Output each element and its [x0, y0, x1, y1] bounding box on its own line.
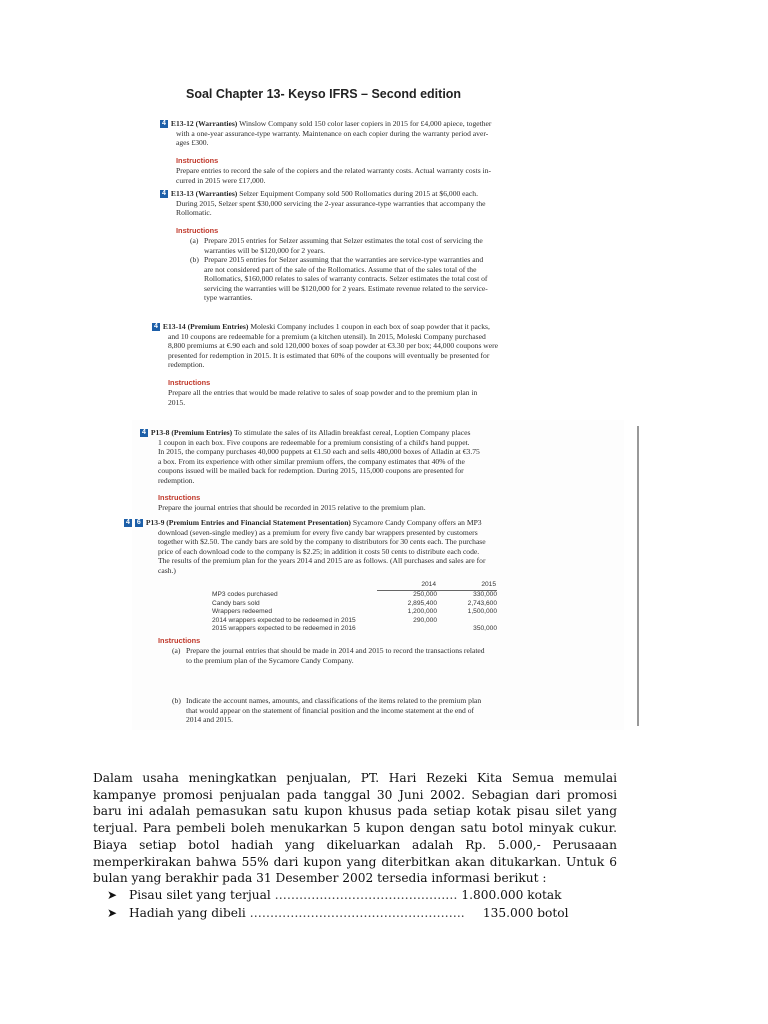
problem-text: 8,800 premiums at €.90 each and sold 120,000 boxes of soap powder at €3.30 per box; 44,000 coupons were: [168, 341, 499, 351]
table-cell: [437, 617, 497, 625]
problem-text: Rollomatic.: [176, 208, 212, 218]
problem-p13-9: [124, 518, 544, 576]
table-cell: 2,743,600: [467, 599, 497, 607]
instructions-line: curred in 2015 were £17,000.: [176, 175, 266, 185]
part-text: are not considered part of the sale of the Rollomatics. Assume that of the sales total of the: [204, 264, 477, 274]
premium-plan-table: [212, 580, 497, 633]
table-row: [212, 608, 497, 616]
table-cell: 2,895,400: [407, 599, 437, 607]
problem-p13-8: [140, 428, 540, 486]
instructions-label: Instructions: [168, 378, 211, 387]
chapter-badge: 4: [154, 323, 158, 330]
part-text: Rollomatics, $160,000 relates to sales of warranty contracts. Selzer estimates the total cost of: [204, 274, 488, 284]
arrow-bullet-icon: ➤: [107, 888, 118, 902]
problem-text: download (seven-single medley) as a premium for every five candy bar wrappers presented by customers: [158, 527, 478, 537]
table-cell: Candy bars sold: [212, 599, 260, 607]
problem-text: During 2015, Selzer spent $30,000 servicing the 2-year assurance-type warranties that accompany the: [176, 198, 486, 208]
table-cell: MP3 codes purchased: [212, 591, 278, 599]
problem-text: presented for redemption in 2015. It is estimated that 60% of the coupons will eventually be presented for: [168, 350, 490, 360]
problem-text: The results of the premium plan for the years 2014 and 2015 are as follows. (All purchases and sales are for: [158, 556, 486, 566]
problem-text: together with $2.50. The candy bars are sold by the company to distributors for 30 cents each. The purchase: [158, 537, 486, 547]
item-label: Hadiah yang dibeli: [129, 906, 246, 920]
table-header: 2014: [377, 580, 437, 591]
table-cell: 2014 wrappers expected to be redeemed in 2015: [212, 616, 356, 624]
chapter-badge: 4: [142, 429, 146, 436]
problem-text: Selzer Equipment Company sold 500 Rollomatics during 2015 at $6,000 each.: [239, 189, 478, 198]
problem-id: E13-14 (Premium Entries): [162, 322, 249, 331]
table-row: [212, 625, 497, 633]
table-cell: 350,000: [473, 625, 497, 633]
problem-text: In 2015, the company purchases 40,000 puppets at €1.50 each and sells 480,000 boxes of Alladin at €3.75: [158, 447, 480, 457]
instructions-text: [158, 503, 548, 513]
leader-dots: ……………………………………………..: [249, 906, 465, 920]
scan-problems-p13: [126, 420, 624, 730]
part-text: warranties will be $120,000 for 2 years.: [204, 245, 326, 255]
item-value: 1.800.000 kotak: [461, 888, 562, 902]
problem-text: and 10 coupons are redeemable for a premium (a kitchen utensil). In 2015, Moleski Company purchased: [168, 331, 486, 341]
part-b: [190, 255, 562, 303]
problem-text: price of each download code to the company is $2.25; in addition it costs 50 cents to distribute each code.: [158, 546, 480, 556]
problem-text: Moleski Company includes 1 coupon in each box of soap powder that it packs,: [250, 322, 490, 331]
part-a: [172, 646, 552, 665]
table-cell: 330,000: [473, 591, 497, 599]
item-value: 135.000 botol: [482, 906, 569, 920]
problem-text: cash.): [158, 565, 176, 575]
table-header: 2015: [437, 580, 497, 591]
problem-text: Sycamore Candy Company offers an MP3: [352, 518, 482, 527]
table-cell: 1,500,000: [467, 608, 497, 616]
part-label: (b): [190, 255, 199, 264]
table-row: [212, 600, 497, 608]
problem-text: Winslow Company sold 150 color laser copiers in 2015 for £4,000 apiece, together: [239, 119, 492, 128]
problem-id: E13-12 (Warranties): [170, 119, 238, 128]
table-cell: 250,000: [413, 591, 437, 599]
table-cell: 2015 wrappers expected to be redeemed in 2016: [212, 625, 356, 633]
problem-text: 1 coupon in each box. Five coupons are redeemable for a premium consisting of a child's hand puppet.: [158, 437, 470, 447]
problem-e13-13: [160, 189, 560, 218]
chapter-badge: 4: [162, 190, 166, 197]
part-text: to the premium plan of the Sycamore Candy Company.: [186, 655, 354, 665]
part-text: Indicate the account names, amounts, and classifications of the items related to the premium plan: [186, 696, 482, 705]
instructions-label: Instructions: [158, 636, 201, 645]
table-cell: 1,200,000: [407, 608, 437, 616]
part-text: 2014 and 2015.: [186, 715, 234, 725]
table-cell: 290,000: [413, 616, 437, 624]
part-label: (a): [172, 646, 181, 655]
part-text: Prepare 2015 entries for Selzer assuming that Selzer estimates the total cost of servicing the: [204, 236, 483, 245]
table-row: [212, 617, 497, 625]
problem-e13-14: [152, 322, 562, 370]
table-cell: Wrappers redeemed: [212, 608, 272, 616]
table-header-row: [212, 580, 497, 591]
problem-text: a box. From its experience with other similar premium offers, the company estimates that 40% of the: [158, 456, 465, 466]
chapter-badge: 6: [136, 519, 141, 526]
instructions-label: Instructions: [158, 493, 201, 502]
instructions-line: 2015.: [168, 397, 186, 407]
case-paragraph: Dalam usaha meningkatkan penjualan, PT. Hari Rezeki Kita Semua memulai kampanye promosi penjualan pada tanggal 30 Juni 2002. Sebagian dari promosi baru ini adalah pemasukan satu kupon khusus pada setiap kotak pisau silet yang terjual. Para pembeli boleh menukarkan 5 kupon dengan satu botol minyak cukur. Biaya setiap botol hadiah yang dikeluarkan adalah Rp. 5.000,- Perusaaan memperkirakan bahwa 55% dari kupon yang diterbitkan akan ditukarkan. Untuk 6 bulan yang berakhir pada 31 Desember 2002 tersedia informasi berikut :: [93, 771, 617, 886]
problem-id: P13-8 (Premium Entries): [150, 428, 233, 437]
part-text: that would appear on the statement of financial position and the income statement at the end of: [186, 705, 475, 715]
chapter-badge: 4: [162, 120, 166, 127]
instructions-line: Prepare entries to record the sale of the copiers and the related warranty costs. Actual warranty costs in-: [176, 166, 492, 175]
part-text: Prepare 2015 entries for Selzer assuming that the warranties are service-type warranties and: [204, 255, 484, 264]
problem-text: redemption.: [158, 475, 195, 485]
table-row: [212, 591, 497, 600]
chapter-badge: 4: [126, 519, 130, 526]
list-item: [107, 904, 568, 922]
scan-edge-line: [637, 426, 639, 726]
part-label: (b): [172, 696, 181, 705]
part-text: type warranties.: [204, 293, 253, 303]
table-cell: [377, 625, 437, 633]
arrow-bullet-icon: ➤: [107, 906, 118, 920]
page-title: Soal Chapter 13- Keyso IFRS – Second edition: [186, 87, 462, 101]
part-text: servicing the warranties will be $120,000 for 2 years. Estimate revenue related to the service-: [204, 283, 488, 293]
part-text: Prepare the journal entries that should be made in 2014 and 2015 to record the transactions related: [186, 646, 485, 655]
part-b: [172, 696, 552, 725]
list-item: [107, 886, 568, 904]
part-a: [190, 236, 562, 255]
instructions-label: Instructions: [176, 156, 219, 165]
part-label: (a): [190, 236, 199, 245]
problem-e13-12: [160, 119, 560, 148]
instructions-text: [176, 166, 564, 185]
problem-text: redemption.: [168, 360, 205, 370]
instructions-line: Prepare all the entries that would be made relative to sales of soap powder and to the premium plan in: [168, 388, 478, 397]
problem-text: To stimulate the sales of its Alladin breakfast cereal, Loptien Company places: [233, 428, 471, 437]
problem-id: P13-9 (Premium Entries and Financial Statement Presentation): [145, 518, 351, 527]
problem-text: with a one-year assurance-type warranty. Maintenance on each copier during the warranty period aver-: [176, 128, 489, 138]
scan-exercises-e13: [156, 112, 566, 406]
leader-dots: ………………………………………: [274, 888, 458, 902]
info-list: [107, 886, 568, 922]
instructions-line: Prepare the journal entries that should be recorded in 2015 relative to the premium plan.: [158, 503, 426, 512]
item-label: Pisau silet yang terjual: [129, 888, 271, 902]
instructions-label: Instructions: [176, 226, 219, 235]
problem-text: ages £300.: [176, 138, 209, 148]
instructions-text: [168, 388, 564, 407]
problem-id: E13-13 (Warranties): [170, 189, 238, 198]
problem-text: coupons issued will be mailed back for redemption. During 2015, 115,000 coupons are presented for: [158, 466, 464, 476]
